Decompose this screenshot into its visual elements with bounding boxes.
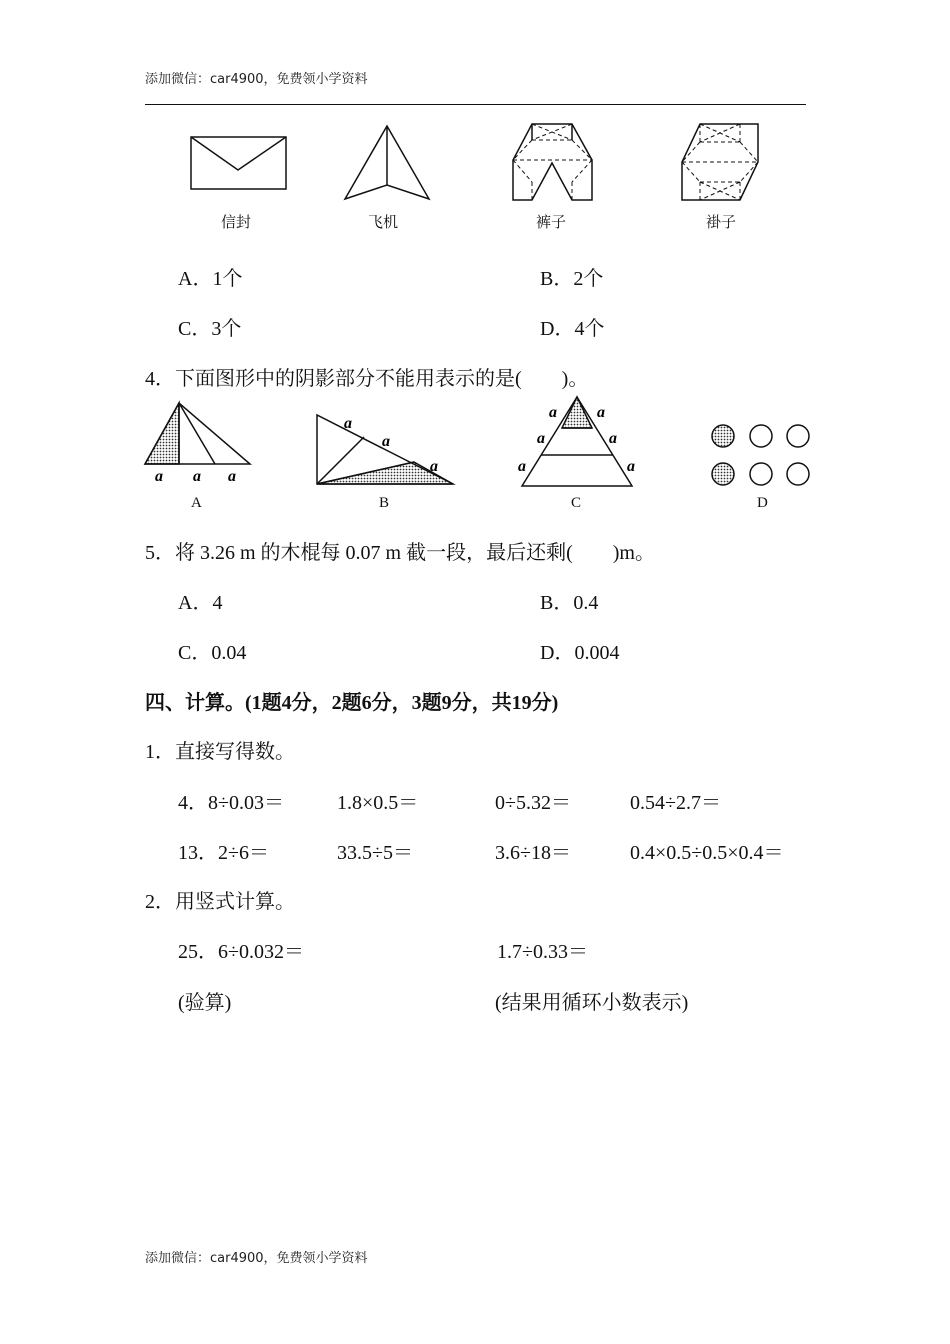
q5-option-b: B．0.4 xyxy=(540,592,599,614)
q4-a-mark: a xyxy=(228,468,236,485)
section4-title: 四、计算。(1题4分，2题6分，3题9分，共19分) xyxy=(145,692,559,714)
section4-q2-title: 2．用竖式计算。 xyxy=(145,891,295,913)
q3-option-b: B．2个 xyxy=(540,268,604,290)
calc-item: 1.8×0.5＝ xyxy=(337,792,419,814)
q4-c-mark: a xyxy=(627,458,635,475)
q5-option-d: D．0.004 xyxy=(540,642,620,664)
q4-c-mark: a xyxy=(537,430,545,447)
calc-item: 0.54÷2.7＝ xyxy=(630,792,721,814)
vertical-calc-left: 25．6÷0.032＝ xyxy=(178,941,304,963)
q4-figures xyxy=(0,0,950,520)
q3-figure-label: 褂子 xyxy=(706,213,737,231)
q4-c-mark: a xyxy=(597,404,605,421)
q3-option-c: C．3个 xyxy=(178,318,242,340)
q3-option-a: A．1个 xyxy=(178,268,243,290)
header-watermark: 添加微信：car4900，免费领小学资料 xyxy=(145,72,368,87)
q4-b-mark: a xyxy=(382,433,390,450)
vertical-calc-right-note: (结果用循环小数表示) xyxy=(495,992,689,1014)
q4-figure-d xyxy=(712,425,809,485)
q4-c-mark: a xyxy=(609,430,617,447)
q4-label-a: A xyxy=(191,495,202,511)
q5-option-c: C．0.04 xyxy=(178,642,247,664)
q5-stem: 5．将 3.26 m 的木棍每 0.07 m 截一段，最后还剩( )m。 xyxy=(145,542,655,564)
q4-c-mark: a xyxy=(549,404,557,421)
q3-figure-label: 信封 xyxy=(221,213,252,231)
calc-item: 0÷5.32＝ xyxy=(495,792,571,814)
calc-item: 33.5÷5＝ xyxy=(337,842,413,864)
footer-watermark: 添加微信：car4900，免费领小学资料 xyxy=(145,1251,368,1266)
vertical-calc-left-note: (验算) xyxy=(178,992,232,1014)
q4-label-d: D xyxy=(757,495,768,511)
q3-figure-label: 裤子 xyxy=(536,213,567,231)
q4-a-mark: a xyxy=(155,468,163,485)
q3-option-d: D．4个 xyxy=(540,318,605,340)
vertical-calc-right: 1.7÷0.33＝ xyxy=(497,941,588,963)
q4-b-mark: a xyxy=(430,458,438,475)
calc-item: 3.6÷18＝ xyxy=(495,842,571,864)
q3-figure-label: 飞机 xyxy=(368,213,399,231)
q4-label-c: C xyxy=(571,495,582,511)
q4-c-mark: a xyxy=(518,458,526,475)
q4-b-mark: a xyxy=(344,415,352,432)
calc-item: 4．8÷0.03＝ xyxy=(178,792,284,814)
calc-item: 0.4×0.5÷0.5×0.4＝ xyxy=(630,842,784,864)
q4-label-b: B xyxy=(379,495,390,511)
q4-figure-a xyxy=(145,403,250,464)
section4-q1-title: 1．直接写得数。 xyxy=(145,741,295,763)
q4-a-mark: a xyxy=(193,468,201,485)
calc-item: 13．2÷6＝ xyxy=(178,842,269,864)
q4-stem: 4．下面图形中的阴影部分不能用表示的是( )。 xyxy=(145,368,589,390)
q5-option-a: A．4 xyxy=(178,592,223,614)
